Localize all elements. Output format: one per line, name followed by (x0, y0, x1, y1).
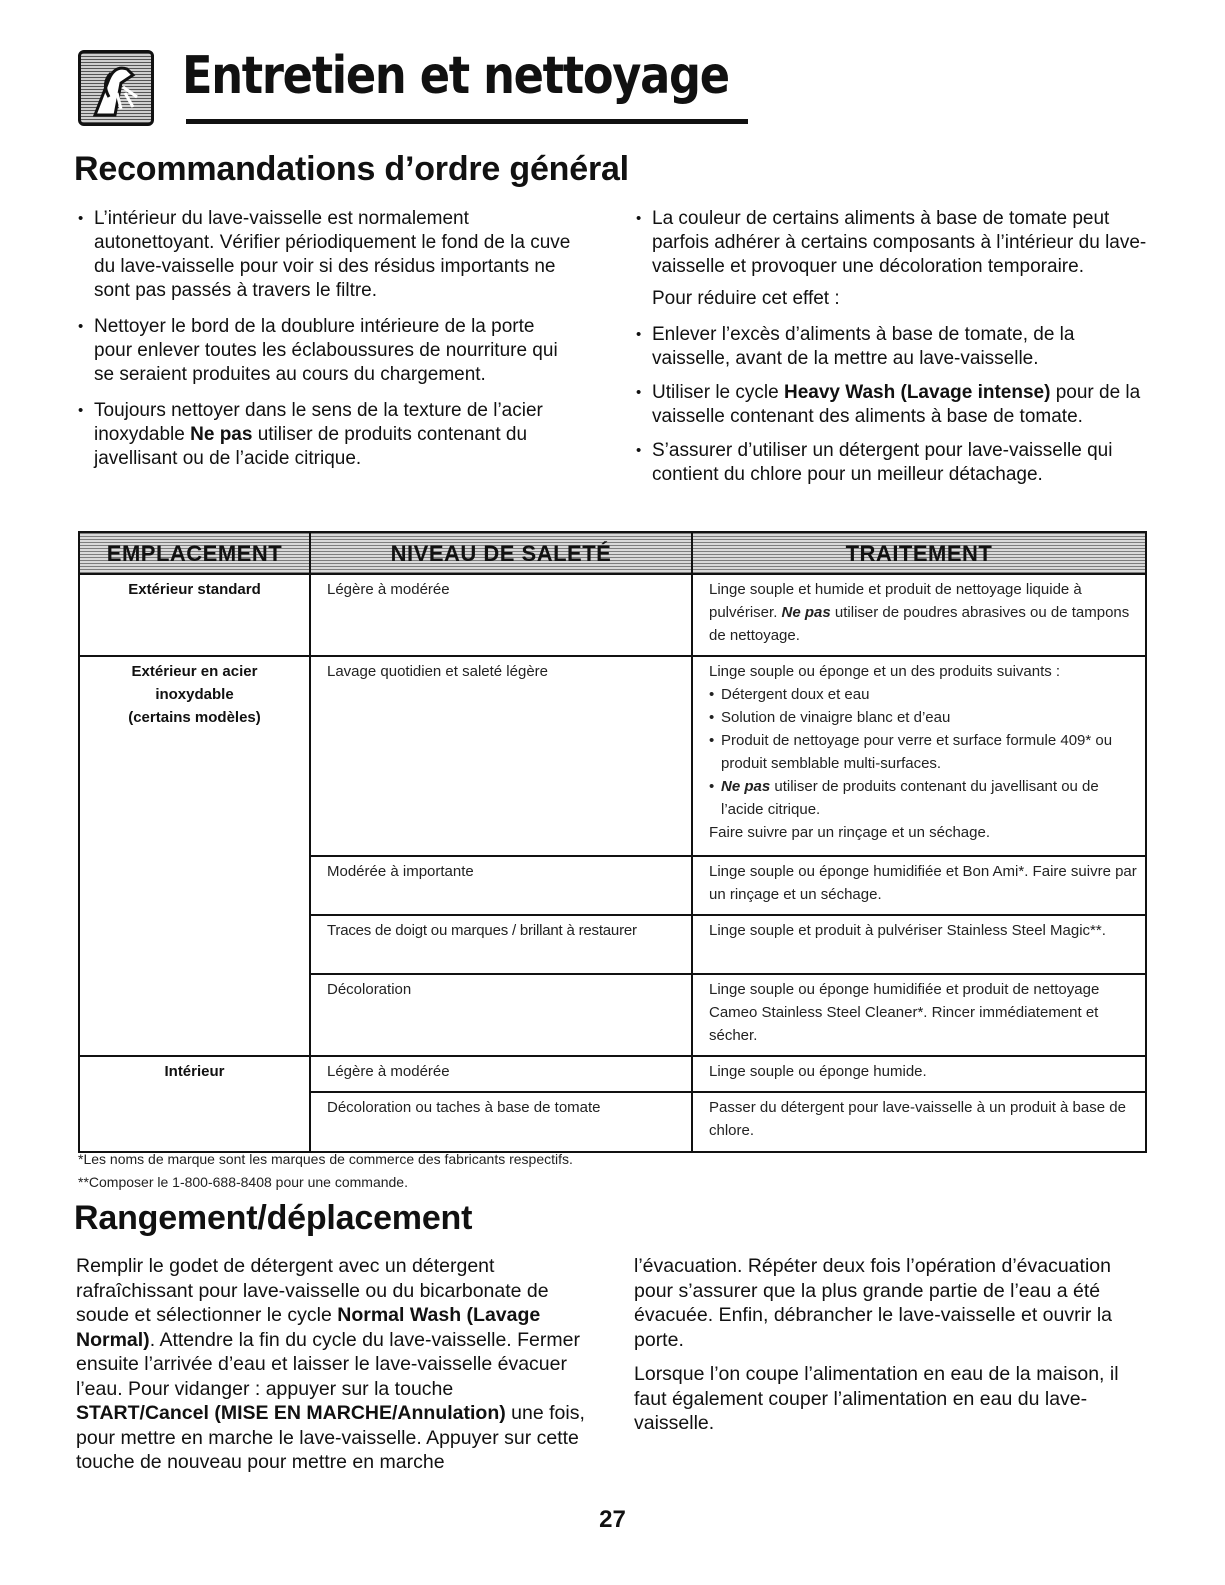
soil-cell: Lavage quotidien et saleté légère (310, 656, 692, 856)
cleaning-table (78, 531, 1147, 1153)
column-header-soil-level: NIVEAU DE SALETÉ (310, 532, 692, 574)
treatment-cell: Linge souple ou éponge humidifiée et produit de nettoyage Cameo Stainless Steel Cleaner*. Rincer immédiatement et sécher. (692, 974, 1146, 1056)
general-right-column (634, 207, 1154, 497)
list-item: • Enlever l’excès d’aliments à base de tomate, de la vaisselle, avant de la mettre au lave-vaisselle. (634, 323, 1154, 371)
storage-paragraph: l’évacuation. Répéter deux fois l’opération d’évacuation pour s’assurer que la plus grande partie de l’eau a été évacuée. Enfin, débrancher le lave-vaisselle et ouvrir la porte. (634, 1255, 1113, 1351)
table-row (79, 656, 1146, 856)
list-item: • La couleur de certains aliments à base de tomate peut parfois adhérer à certains composants à l’intérieur du lave-vaisselle et provoquer une décoloration temporaire. (634, 207, 1154, 279)
treatment-cell: Linge souple et humide et produit de nettoyage liquide à pulvériser. Ne pas utiliser de poudres abrasives ou de tampons de nettoyage. (692, 574, 1146, 656)
treatment-cell: Linge souple ou éponge et un des produits suivants : • Détergent doux et eau • Solution de vinaigre blanc et d’eau • Produit de nettoyage pour verre et surface formule 409* ou produit semblable multi-surfaces. • Ne pas utiliser de produits contenant du javellisant ou de l’acide citrique. Faire suivre par un rinçage et un séchage. (692, 656, 1146, 856)
location-cell: Intérieur (79, 1056, 310, 1092)
treatment-cell: Linge souple ou éponge humide. (692, 1056, 1146, 1092)
storage-right-column (634, 1254, 1154, 1446)
table-row (79, 574, 1146, 656)
general-left-column (76, 207, 576, 483)
list-item: • Produit de nettoyage pour verre et surface formule 409* ou produit semblable multi-surfaces. (709, 729, 1137, 775)
soil-cell: Modérée à importante (310, 856, 692, 915)
list-item: • Solution de vinaigre blanc et d’eau (709, 706, 1137, 729)
treatment-cell: Passer du détergent pour lave-vaisselle à un produit à base de chlore. (692, 1092, 1146, 1152)
location-cell (79, 915, 310, 974)
page-header (78, 42, 729, 132)
table-row (79, 974, 1146, 1056)
storage-paragraph: Lorsque l’on coupe l’alimentation en eau de la maison, il faut également couper l’alimentation en eau du lave-vaisselle. (634, 1363, 1119, 1434)
list-item: • S’assurer d’utiliser un détergent pour lave-vaisselle qui contient du chlore pour un meilleur détachage. (634, 439, 1154, 487)
title-underline (186, 119, 748, 124)
storage-heading: Rangement/déplacement (74, 1199, 473, 1237)
table-row (79, 856, 1146, 915)
list-item: • Toujours nettoyer dans le sens de la texture de l’acier inoxydable Ne pas utiliser de produits contenant du javellisant ou de l’acide citrique. (76, 399, 576, 471)
location-cell (79, 974, 310, 1056)
list-item: • Ne pas utiliser de produits contenant du javellisant ou de l’acide citrique. (709, 775, 1137, 821)
list-item: • Détergent doux et eau (709, 683, 1137, 706)
column-header-location: EMPLACEMENT (79, 532, 310, 574)
soil-cell: Décoloration ou taches à base de tomate (310, 1092, 692, 1152)
page-title: Entretien et nettoyage (182, 46, 729, 106)
storage-left-column (76, 1254, 586, 1485)
location-cell: Extérieur standard (79, 574, 310, 656)
location-cell: Extérieur en acier inoxydable (certains modèles) (79, 656, 310, 856)
location-cell (79, 856, 310, 915)
table-row (79, 1092, 1146, 1152)
location-cell (79, 1092, 310, 1152)
list-item: • L’intérieur du lave-vaisselle est normalement autonettoyant. Vérifier périodiquement le fond de la cuve du lave-vaisselle pour voir si des résidus importants ne sont pas passés à travers le filtre. (76, 207, 576, 303)
soil-cell: Légère à modérée (310, 1056, 692, 1092)
general-recommendations-heading: Recommandations d’ordre général (74, 150, 629, 188)
page-number: 27 (599, 1506, 626, 1533)
footnote: *Les noms de marque sont les marques de commerce des fabricants respectifs. (78, 1151, 573, 1167)
column-header-treatment: TRAITEMENT (692, 532, 1146, 574)
table-header-row (79, 532, 1146, 574)
soil-cell: Légère à modérée (310, 574, 692, 656)
table-row (79, 915, 1146, 974)
soil-cell: Traces de doigt ou marques / brillant à restaurer (310, 915, 692, 974)
footnote: **Composer le 1-800-688-8408 pour une commande. (78, 1174, 408, 1190)
footnotes (78, 1148, 573, 1194)
table-row (79, 1056, 1146, 1092)
treatment-cell: Linge souple et produit à pulvériser Stainless Steel Magic**. (692, 915, 1146, 974)
dishwasher-spray-icon (78, 50, 154, 126)
soil-cell: Décoloration (310, 974, 692, 1056)
reduce-effect-text: Pour réduire cet effet : (652, 288, 840, 309)
storage-paragraph: Remplir le godet de détergent avec un détergent rafraîchissant pour lave-vaisselle ou du bicarbonate de soude et sélectionner le cycle Normal Wash (Lavage Normal). Attendre la fin du cycle du lave-vaisselle. Fermer ensuite l’arrivée d’eau et laisser le lave-vaisselle évacuer l’eau. Pour vidanger : appuyer sur la touche START/Cancel (MISE EN MARCHE/Annulation) une fois, pour mettre en marche le lave-vaisselle. Appuyer sur cette touche de nouveau pour mettre en marche (76, 1255, 585, 1473)
treatment-cell: Linge souple ou éponge humidifiée et Bon Ami*. Faire suivre par un rinçage et un séchage. (692, 856, 1146, 915)
list-item: • Nettoyer le bord de la doublure intérieure de la porte pour enlever toutes les éclaboussures de nourriture qui se seraient produites au cours du chargement. (76, 315, 576, 387)
list-item: • Utiliser le cycle Heavy Wash (Lavage intense) pour de la vaisselle contenant des aliments à base de tomate. (634, 381, 1154, 429)
